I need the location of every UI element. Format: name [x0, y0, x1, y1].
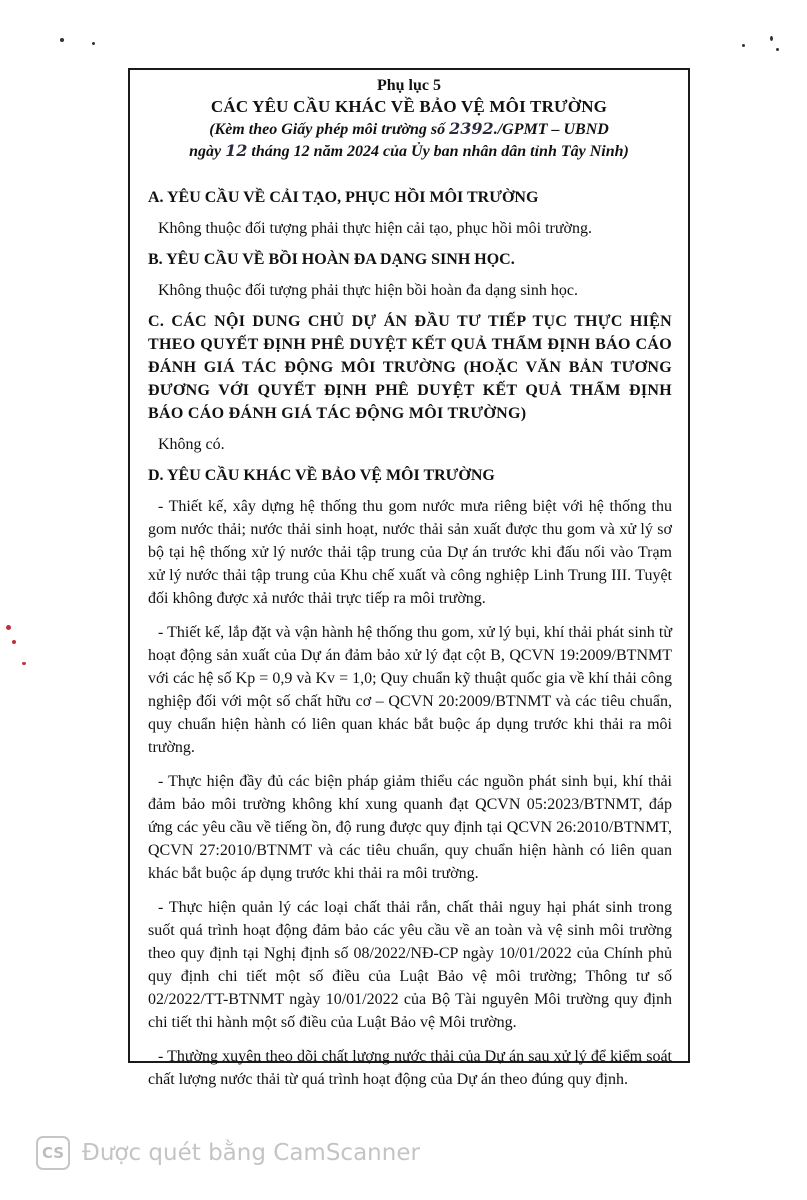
- section-a-heading: A. YÊU CẦU VỀ CẢI TẠO, PHỤC HỒI MÔI TRƯỜNG: [148, 189, 539, 206]
- day-handwritten: 12: [225, 141, 248, 160]
- section-d-item: - Thực hiện đầy đủ các biện pháp giảm thiểu các nguồn phát sinh bụi, khí thải đảm bảo môi trường không khí xung quanh đạt QCVN 05:2023/BTNMT, đáp ứng các yêu cầu về tiếng ồn, độ rung được quy định tại QCVN 26:2010/BTNMT, QCVN 27:2010/BTNMT và các tiêu chuẩn, quy chuẩn hiện hành có liên quan khác bắt buộc áp dụng trước khi thải ra môi trường.: [148, 773, 672, 882]
- red-ink-mark: [22, 662, 26, 665]
- section-d-item: - Thiết kế, xây dựng hệ thống thu gom nước mưa riêng biệt với hệ thống thu gom nước thải; nước thải sinh hoạt, nước thải sản xuất được thu gom và xử lý sơ bộ tại hệ thống xử lý nước thải tập trung của Dự án trước khi đấu nối vào Trạm xử lý nước thải tập trung của Khu chế xuất và công nghiệp Linh Trung III. Tuyệt đối không được xả nước thải trực tiếp ra môi trường.: [148, 498, 672, 607]
- camscanner-watermark: [36, 1136, 420, 1170]
- document-title: CÁC YÊU CẦU KHÁC VỀ BẢO VỆ MÔI TRƯỜNG: [210, 97, 608, 116]
- document-header: [128, 76, 690, 162]
- red-ink-mark: [12, 640, 16, 644]
- permit-number-handwritten: 2392: [449, 119, 494, 138]
- section-d-item: - Thiết kế, lắp đặt và vận hành hệ thống thu gom, xử lý bụi, khí thải phát sinh từ hoạt động sản xuất của Dự án đảm bảo xử lý đạt cột B, QCVN 19:2009/BTNMT với các hệ số Kp = 0,9 và Kv = 1,0; Quy chuẩn kỹ thuật quốc gia về khí thải công nghiệp đối với một số chất hữu cơ – QCVN 20:2009/BTNMT và các tiêu chuẩn, quy chuẩn hiện hành có liên quan khác bắt buộc áp dụng trước khi thải ra môi trường.: [148, 624, 672, 756]
- permit-suffix: ./GPMT – UBND: [493, 121, 609, 138]
- red-ink-mark: [6, 625, 11, 630]
- section-d-item: - Thường xuyên theo dõi chất lượng nước thải của Dự án sau xử lý để kiểm soát chất lượng nước thải từ quá trình hoạt động của Dự án theo đúng quy định.: [148, 1048, 672, 1088]
- scan-speck: [92, 42, 95, 45]
- permit-date: [128, 140, 690, 162]
- permit-prefix: (Kèm theo Giấy phép môi trường số: [209, 121, 450, 138]
- document-body: [148, 186, 672, 1091]
- section-d-heading: D. YÊU CẦU KHÁC VỀ BẢO VỆ MÔI TRƯỜNG: [148, 467, 495, 484]
- watermark-text: Được quét bằng CamScanner: [82, 1140, 420, 1166]
- scan-speck: [776, 48, 779, 51]
- scan-speck: [60, 38, 64, 42]
- date-prefix: ngày: [189, 143, 226, 160]
- appendix-label: Phụ lục 5: [376, 77, 441, 94]
- section-b-heading: B. YÊU CẦU VỀ BỒI HOÀN ĐA DẠNG SINH HỌC.: [148, 251, 515, 268]
- section-d-item: - Thực hiện quản lý các loại chất thải rắn, chất thải nguy hại phát sinh trong suốt quá trình hoạt động đảm bảo các yêu cầu về an toàn và vệ sinh môi trường theo quy định tại Nghị định số 08/2022/NĐ-CP ngày 10/01/2022 của Chính phủ quy định chi tiết một số điều của Luật Bảo vệ môi trường; Thông tư số 02/2022/TT-BTNMT ngày 10/01/2022 của Bộ Tài nguyên Môi trường quy định chi tiết thi hành một số điều của Luật Bảo vệ Môi trường.: [148, 899, 672, 1031]
- section-b-body: Không thuộc đối tượng phải thực hiện bồi hoàn đa dạng sinh học.: [158, 282, 578, 299]
- camscanner-logo-icon: CS: [36, 1136, 70, 1170]
- permit-reference: [128, 118, 690, 140]
- scan-speck: [770, 36, 773, 41]
- scan-speck: [742, 44, 745, 47]
- section-c-body: Không có.: [158, 436, 225, 453]
- date-suffix: tháng 12 năm 2024 của Ủy ban nhân dân tỉnh Tây Ninh): [247, 143, 629, 160]
- section-c-heading: C. CÁC NỘI DUNG CHỦ DỰ ÁN ĐẦU TƯ TIẾP TỤC THỰC HIỆN THEO QUYẾT ĐỊNH PHÊ DUYỆT KẾT QUẢ THẨM ĐỊNH BÁO CÁO ĐÁNH GIÁ TÁC ĐỘNG MÔI TRƯỜNG (HOẶC VĂN BẢN TƯƠNG ĐƯƠNG VỚI QUYẾT ĐỊNH PHÊ DUYỆT KẾT QUẢ THẨM ĐỊNH BÁO CÁO ĐÁNH GIÁ TÁC ĐỘNG MÔI TRƯỜNG): [148, 313, 672, 422]
- section-a-body: Không thuộc đối tượng phải thực hiện cải tạo, phục hồi môi trường.: [158, 220, 592, 237]
